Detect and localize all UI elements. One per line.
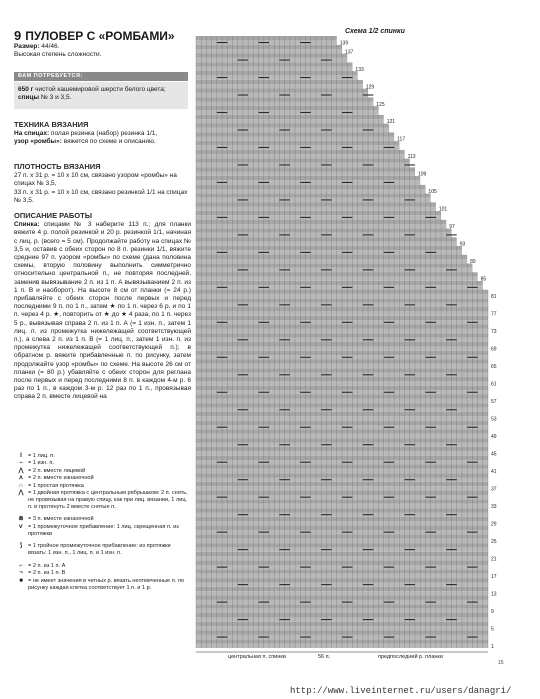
density-heading: ПЛОТНОСТЬ ВЯЗАНИЯ [14,162,101,171]
chart-row [196,141,399,145]
description-lead: Спинка: [14,221,40,229]
chart-row [196,128,389,132]
legend-text: = 2 п. вместе лицевой [28,467,86,474]
row-number-label: 33 [491,503,497,510]
chart-mask [373,97,489,102]
row-number-label: 65 [491,364,497,371]
row-number-label: 109 [418,171,427,178]
chart-mask [347,53,489,58]
chart-mask [420,176,489,181]
chart-mask [452,228,490,233]
chart-mask [394,137,489,142]
chart-mask [431,193,489,198]
chart-mask [347,58,489,63]
chart-mask [379,106,490,111]
density-line2: 33 п. х 31 р. = 10 х 10 см, связано резинкой 1/1 на спицах № 3,5. [14,188,188,204]
chart-row [196,176,420,180]
row-number-label: 101 [438,206,448,213]
legend-text: = 1 тройное промежуточное прибавление: из протяжки вязать: 1 изн. п., 1 лиц. п. и 1 изн. п. [28,543,171,557]
technique-line2-label: узор «ромбы»: [14,138,62,146]
row-number-label: 85 [480,276,487,283]
chart-row [196,158,410,162]
legend-text: = 2 п. из 1 п. В [28,570,66,577]
chart-mask [452,233,490,238]
legend-symbol-icon: ⋏ [18,475,24,482]
chart-mask [373,102,489,107]
watermark-url: http://www.liveinternet.ru/users/danagri/ [290,686,512,696]
row-number-label: 57 [491,399,497,406]
chart-mask [342,49,489,54]
chart-row [196,268,472,272]
size-label: Размер: [14,43,40,50]
chart-mask [441,215,489,220]
row-number-label: 21 [491,556,497,563]
chart-row [196,53,347,57]
chart-mask [394,132,489,137]
technique-line1-text: полая резинка (набор) резинка 1/1, [49,130,158,138]
chart-mask [483,285,489,290]
row-number-label: 117 [397,136,406,143]
chart-row [196,228,452,232]
row-number-label: 97 [449,224,455,231]
chart-row [196,106,379,110]
chart-row [196,193,431,197]
needles-desc: № 3 и 3,5. [39,94,72,101]
chart-mask [420,180,489,185]
row-number-label: 61 [491,381,497,388]
legend-symbol-icon: ⋀ [18,467,24,474]
chart-mask [337,36,489,41]
row-number-label: 49 [491,433,497,440]
chart-row [196,285,483,289]
row-number-label: 37 [491,486,497,493]
legend-symbol-icon: ⋀ [18,489,24,496]
chart-row [196,250,462,254]
row-number-label: 113 [407,154,416,161]
chart-mask [363,80,489,85]
chart-mask [368,88,489,93]
row-number-label: 5 [491,626,494,633]
chart-row [196,163,410,167]
chart-mask [352,62,489,67]
row-number-label: 69 [491,346,497,353]
pattern-number: 9 [14,28,22,43]
chart-row [196,211,441,215]
legend-text: = 1 простая протяжка [28,482,84,489]
chart-mask [472,268,489,273]
technique-heading: ТЕХНИКА ВЯЗАНИЯ [14,120,89,129]
legend-symbol-icon: ¬ [19,570,23,577]
chart-mask [462,250,489,255]
page-number: 15 [498,660,504,666]
chart-row [196,263,472,267]
stitch-count-label: 56 п. [318,654,331,660]
row-number-label: 29 [491,521,497,528]
chart-mask [405,154,489,159]
row-number-label: 139 [339,40,349,47]
description-text: спицами № 3 наберите 113 п.; для планки вяжите 4 р. полой резинкой и 20 р. резинкой 1/1, начиная с лиц. р. (всего = 5 см). Продолжайте работу на спицах № 3,5 и, оставив с обеих сторон по 8 п. резинки 1/1, вяжите средние 97 п. узором «ромбы» по схеме (дана половина схемы, вторую половину выполнить симметрично относительно центральной п., не повторяя последней, заменив вывязывание 2 п. из 1 п. А вывязыванием 2 п. из 1 п. В и наоборот). На высоте 8 см от планки (= 24 р.) прибавляйте с обеих сторон после первых и перед последними 9 п. по 1 п., затем ★ по 1 п. через 6 р. и по 1 п. через 4 р. ★, повторить от ★ до ★ 4 раза, по 1 п. через 5 р., вывязывая справа 2 п. из 1 п. А (= 1 изн. п., затем 1 лиц. п. из промежутка нижележащей соответствующей п.), а слева 2 п. из 1 п. В (= 1 лиц. п., затем 1 изн. п. из промежутка нижележащей соответствующей п.); в обратном р. вяжите прибавленные п. по рисунку, затем продолжайте узор «ромбы» по схеме. На высоте 26 см от планки (= 80 р.) убавляйте с обеих сторон для реглана после первых и перед последними 8 п. в каждом 4-м р. 6 раз по 1 п., в каждом 3-м р. 12 раз по 1 п., провязывая справа 2 п. вместе лицевой на [14,221,191,401]
chart-mask [352,67,489,72]
yarn-amount: 650 г [18,86,34,93]
row-number-label: 133 [355,66,364,73]
chart-mask [384,119,489,124]
density-line1: 27 п. х 31 р. = 10 х 10 см, связано узором «ромбы» на спицах № 3,5, [14,172,177,188]
row-number-label: 17 [491,573,497,580]
legend-text: = не имеет значения в четных р. вязать неотмеченные п. по рисунку каждая клетка соответствует 1 п. и 1 р. [28,577,184,591]
legend-symbol-icon: ѵ [19,523,23,530]
chart-mask [358,75,489,80]
pattern-title-text: ПУЛОВЕР С «РОМБАМИ» [25,29,175,43]
row-number-label: 81 [491,294,497,301]
difficulty-text: Высокая степень сложности. [14,51,102,58]
chart-mask [410,158,489,163]
chart-row [196,88,368,92]
technique-line2-text: вяжется по схеме и описанию. [61,138,156,146]
legend-symbol-icon: ∩ [18,482,24,489]
row-number-label: 53 [491,416,497,423]
chart-row [196,246,462,250]
row-number-label: 25 [491,538,497,545]
chart-mask [431,198,489,203]
row-number-label: 137 [345,49,354,56]
chart-row [196,198,431,202]
legend-text: = 3 п. вместе изнаночной [28,516,94,523]
chart-mask [337,40,489,45]
row-number-label: 1 [491,643,494,650]
chart-mask [358,71,489,76]
row-number-label: 93 [459,241,466,248]
chart-mask [342,45,489,50]
size-value: 44/46. [41,43,60,50]
chart-row [196,123,389,127]
chart-row [196,281,483,285]
legend-symbol-icon: ⌐ [19,562,23,569]
legend-text: = 2 п. из 1 п. А [28,562,66,569]
legend-symbol-icon: – [19,460,23,467]
row-number-label: 45 [491,451,497,458]
chart-row [196,36,337,40]
legend-symbol-icon: I [20,453,22,459]
row-number-label: 121 [386,119,396,126]
chart-mask [462,246,489,251]
legend-symbol-icon: ■ [19,577,23,584]
row-number-label: 129 [365,84,375,91]
chart-mask [384,115,489,120]
row-number-label: 9 [491,608,494,615]
chart-mask [405,150,489,155]
center-stitch-label: центральная п. спинки [228,654,286,660]
legend-text: = 2 п. вместе изнаночной [28,475,94,482]
legend-text: = 1 лиц. п. [28,453,55,459]
chart-mask [389,123,489,128]
yarn-desc: чистой кашемировой шерсти белого цвета; [33,86,166,93]
row-number-label: 77 [491,311,497,318]
chart-mask [379,110,490,115]
legend-symbol-icon: ⟆ [19,543,23,550]
chart-mask [399,145,489,150]
technique-line1-label: На спицах: [14,130,50,138]
chart-mask [399,141,489,146]
legend-text: = 1 промежуточное прибавление: 1 лиц. скрещенная п. из протяжки [28,523,179,537]
legend-symbol-icon: ⋒ [18,516,24,523]
legend-text: = 1 двойная протяжка с центральным рябрышком: 2 п. снять, не провязывая на правую спицу, как при лиц. вязании, 1 лиц. п. и протянуть 2 вместе снятые п. [28,489,188,510]
chart-grid [196,36,489,648]
needles-label: спицы [18,94,40,101]
row-number-label: 13 [491,591,497,598]
chart-row [196,215,441,219]
chart-mask [389,128,489,133]
chart-mask [441,211,489,216]
chart-mask [368,93,489,98]
chart-mask [363,84,489,89]
materials-badge: ВАМ ПОТРЕБУЕТСЯ: [14,72,188,81]
schema-title: Схема 1/2 спинки [345,28,405,35]
last-row-label: предпоследний р. планки [378,654,443,660]
row-number-label: 41 [491,468,497,475]
row-number-label: 125 [376,101,385,108]
chart-mask [410,163,489,168]
description-heading: ОПИСАНИЕ РАБОТЫ [14,211,93,220]
row-number-label: 73 [491,329,497,336]
legend-text: = 1 изн. п. [28,460,54,467]
chart-row [196,71,358,75]
row-number-label: 105 [428,189,437,196]
row-number-label: 89 [470,259,476,266]
